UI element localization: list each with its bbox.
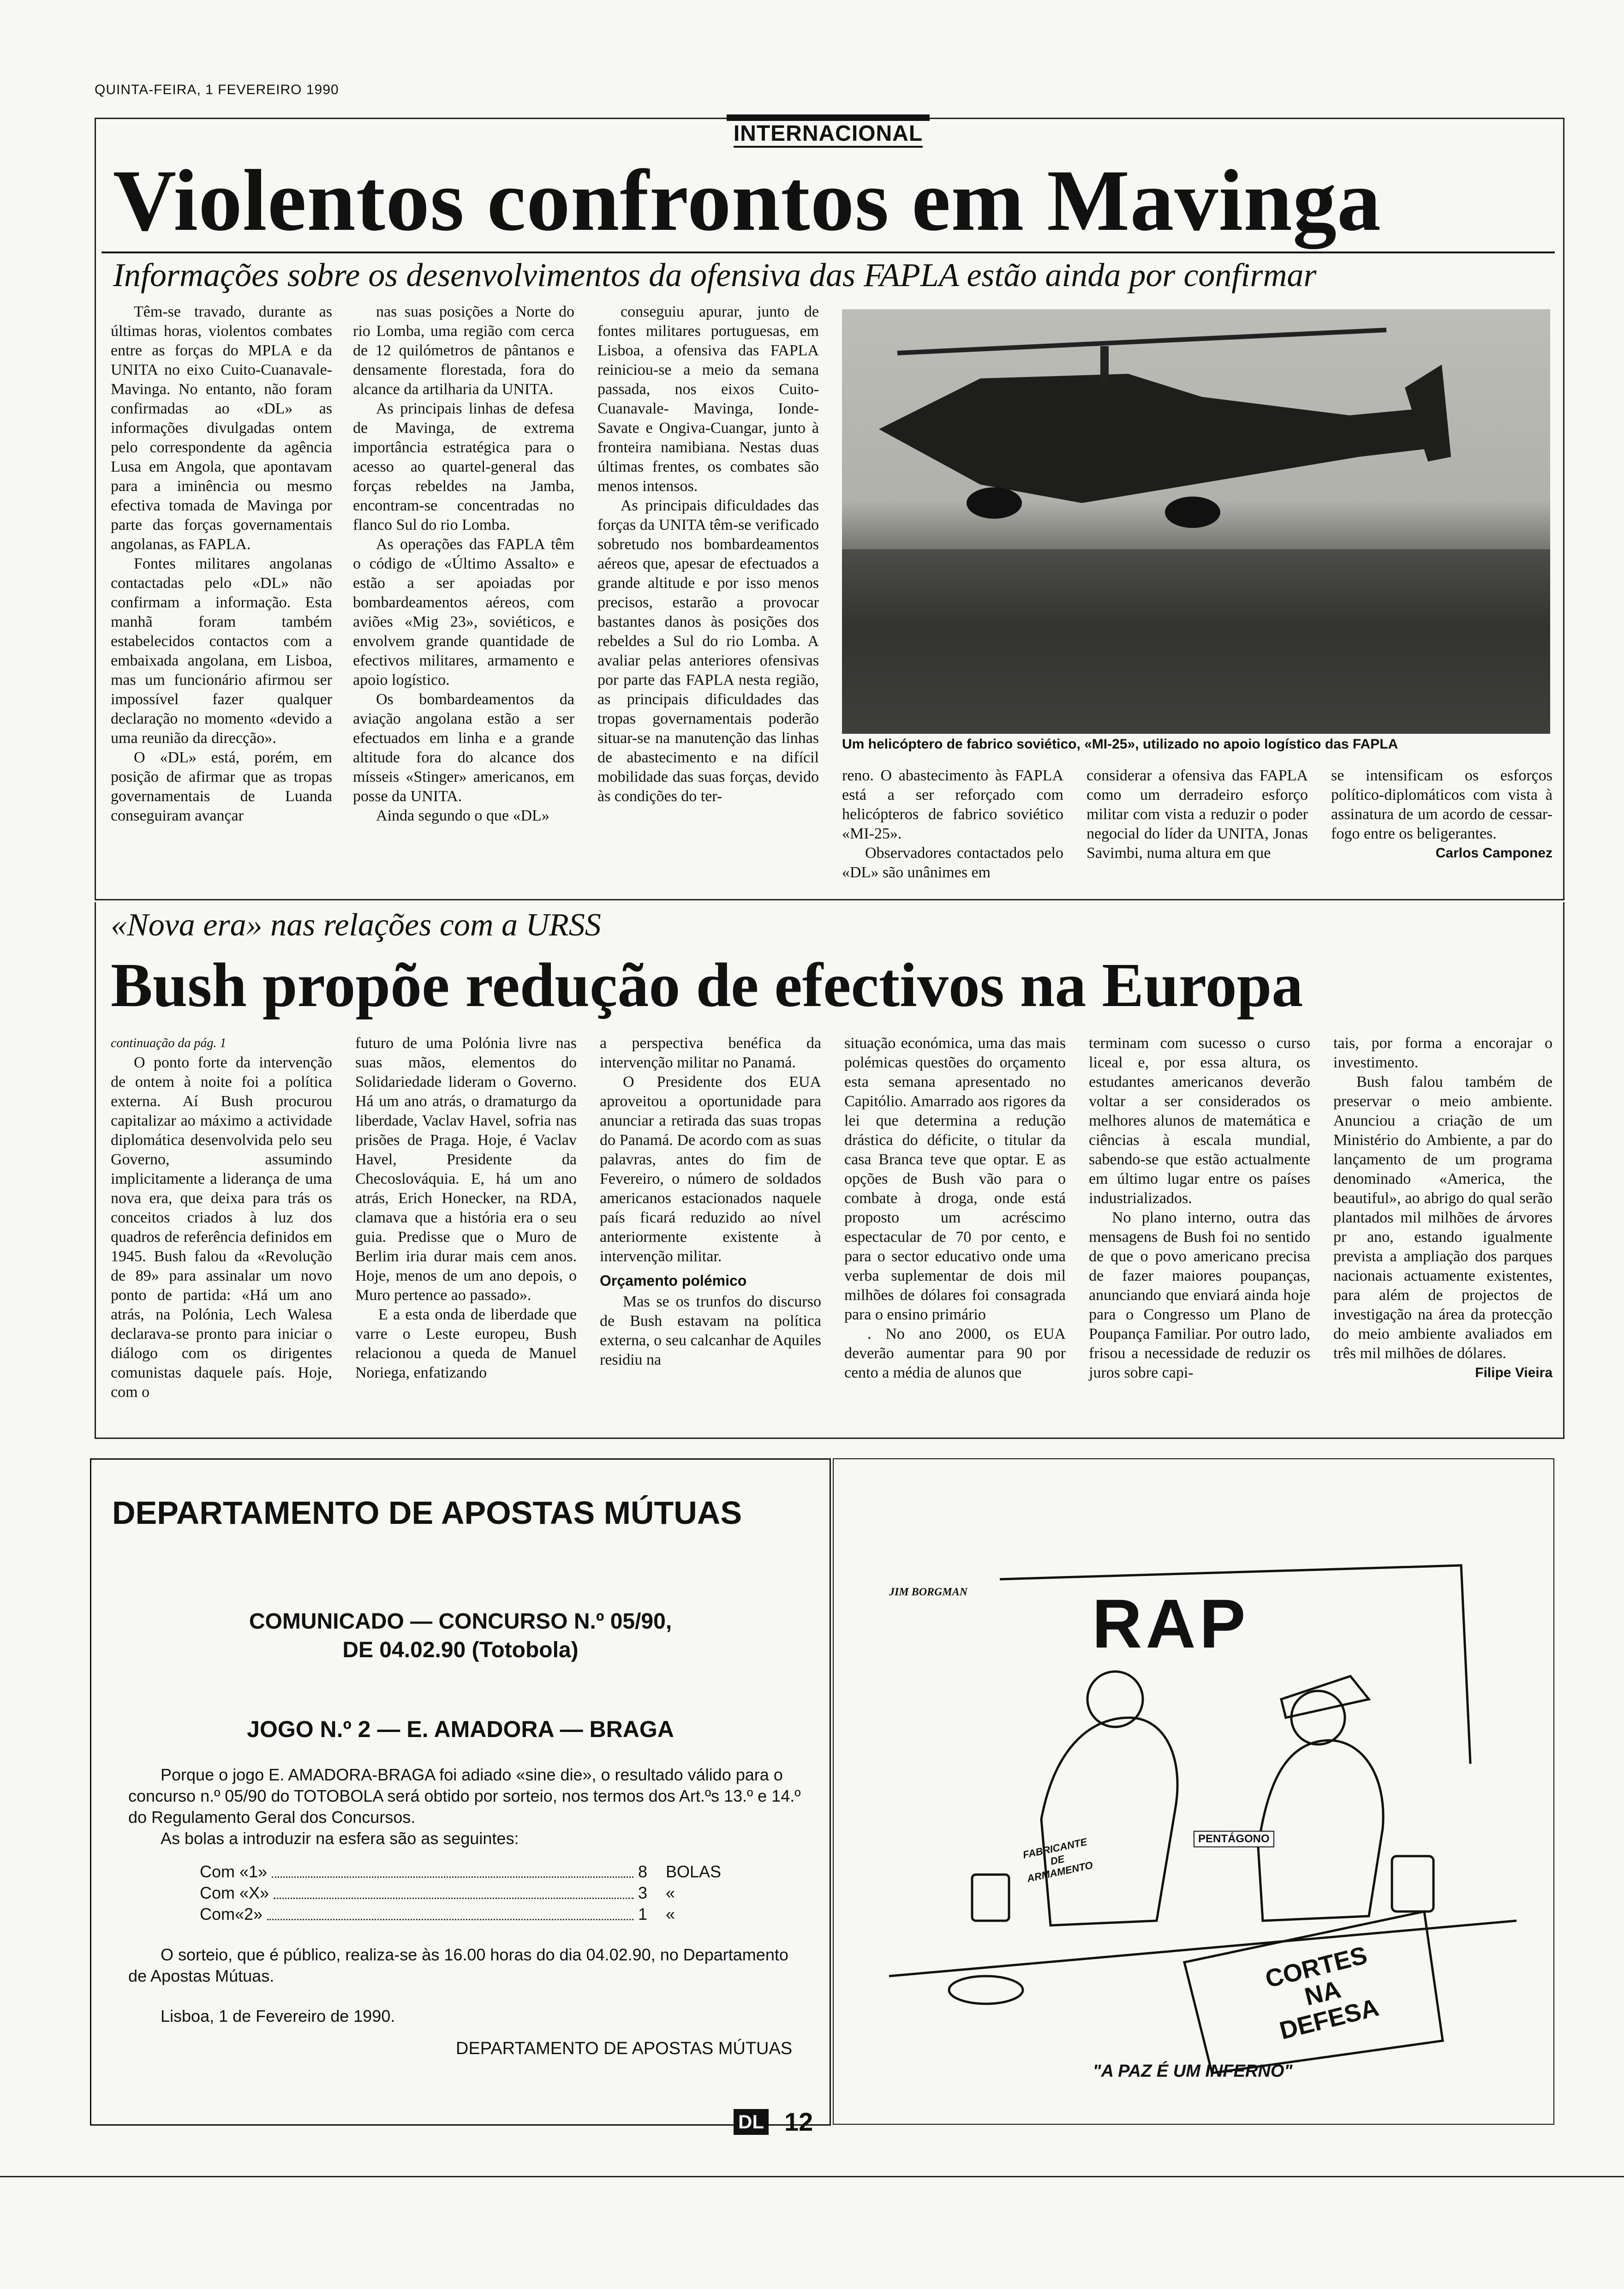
article1-column-2 [353, 302, 574, 826]
article2-author: Filipe Vieira [1475, 1365, 1552, 1380]
notice-body-3: O sorteio, que é público, realiza-se às 16.00 horas do dia 04.02.90, no Departamento de Apostas Mútuas. [128, 1945, 788, 1985]
notice-row [200, 1861, 722, 1882]
paragraph: Fontes militares angolanas contactadas pelo «DL» não confirmam a informação. Esta manhã foram também estabelecidos contactos com a embaixada angolana, em Lisboa, mas um funcionário afirmou ser impossível fazer qualquer declaração no momento «devido a uma reunião da direcção». [111, 555, 332, 747]
article1-rule [102, 252, 1555, 253]
paragraph: O Presidente dos EUA aproveitou a oportunidade para anunciar a retirada das suas tropas do Panamá. De acordo com as suas palavras, antes do fim de Fevereiro, o número de soldados americanos estacionados naquele país ficará reduzido ao nível anteriormente existente à intervenção militar. [600, 1073, 821, 1265]
notice-signature: DEPARTAMENTO DE APOSTAS MÚTUAS [456, 2039, 793, 2058]
row-label: Com«2» [200, 1905, 263, 1923]
article2-column-3 [600, 1034, 821, 1370]
article2-headline: Bush propõe redução de efectivos na Europa [111, 951, 1303, 1020]
cartoon-signature: JIM BORGMAN [889, 1586, 968, 1598]
row-unit: « [666, 1883, 675, 1902]
row-count: 3 [638, 1883, 648, 1902]
article2-column-1 [111, 1034, 332, 1402]
paragraph: No plano interno, outra das mensagens de Bush foi no sentido de que o povo americano precisa de fazer maiores poupanças, anunciando que enviará ainda hoje para o Congresso um Plano de Poupança Familiar. Por outro lado, frisou a necessidade de reduzir os juros sobre capi- [1089, 1209, 1310, 1381]
paragraph: terminam com sucesso o curso liceal e, por essa altura, os estudantes americanos deverão voltar a ser considerados os melhores alunos de matemática e ciências à escala mundial, sabendo-se que estão actualmente em último lugar entre os países industrializados. [1089, 1035, 1310, 1207]
helicopter-photo [842, 309, 1550, 734]
photo-caption: Um helicóptero de fabrico soviético, «MI-25», utilizado no apoio logístico das FAPLA [842, 737, 1398, 752]
paragraph: Bush falou também de preservar o meio ambiente. Anunciou a criação de um Ministério do Ambiente, a par do lançamento de um programa denominado «America, the beautiful», ao abrigo do qual serão plantados mil milhões de árvores pr ano, estando igualmente prevista a ampliação dos parques nacionais actuamente existentes, para além de projectos de investigação na área da protecção do meio ambiente avaliados em três mil milhões de dólares. [1333, 1073, 1552, 1362]
row-unit: BOLAS [666, 1862, 722, 1881]
row-count: 8 [638, 1862, 648, 1881]
cartoon-sign: RAP [1092, 1585, 1249, 1662]
bottom-rule [0, 2176, 1624, 2177]
paragraph: Têm-se travado, durante as últimas horas, violentos combates entre as forças do MPLA e da UNITA no eixo Cuito-Cuanavale-Mavinga. No entanto, não foram confirmadas ao «DL» as informações divulgadas ontem pelo correspondente da agência Lusa em Angola, que apontavam para a iminência ou mesmo efectiva tomada de Mavinga por parte das forças governamentais angolanas, as FAPLA. [111, 303, 332, 553]
paragraph: reno. O abastecimento às FAPLA está a ser reforçado com helicópteros de fabrico soviético «MI-25». [842, 767, 1063, 842]
row-unit: « [666, 1905, 675, 1923]
comunicado-line-2: DE 04.02.90 (Totobola) [342, 1638, 579, 1662]
cartoon-caption: "A PAZ É UM INFERNO" [1093, 2061, 1293, 2081]
paragraph: Observadores contactados pelo «DL» são unânimes em [842, 845, 1063, 881]
notice-rows [200, 1861, 722, 1925]
paragraph: se intensificam os esforços político-diplomáticos com vista à assinatura de um acordo de cessar-fogo entre os beligerantes. [1331, 767, 1552, 842]
paragraph: As principais dificuldades das forças da UNITA têm-se verificado sobretudo nos bombardeamentos aéreos que, apesar de efectuados a grande altitude e por isso menos precisos, estarão a provocar bastantes danos às posições dos rebeldes a Sul do rio Lomba. A avaliar pelas anteriores ofensivas por parte das FAPLA nesta região, as principais dificuldades das tropas governamentais poderão situar-se na manutenção das linhas de abastecimento e na difícil mobilidade das suas forças, devido às condições do ter- [597, 497, 819, 805]
cartoon-label-pentagono: PENTÁGONO [1194, 1831, 1274, 1847]
paragraph: O ponto forte da intervenção de ontem à noite foi a política externa. Aí Bush procurou capitalizar ao máximo a actividade diplomática desenvolvida pelo seu Governo, assumindo implicitamente a liderança de uma nova era, que deixa para trás os conceitos criados à luz dos quadros de referência definidos em 1945. Bush falou da «Revolução de 89» para assinalar um novo ponto de partida: «Há um ano atrás, na Polónia, Lech Walesa declarava-se pronto para iniciar o diálogo com os dirigentes comunistas daquele país. Hoje, com o [111, 1054, 332, 1401]
row-label: Com «X» [200, 1883, 269, 1902]
notice-place-date: Lisboa, 1 de Fevereiro de 1990. [161, 2007, 395, 2025]
paragraph: futuro de uma Polónia livre nas suas mãos, elementos do Solidariedade lideram o Governo. Há um ano atrás, o dramaturgo da liberdade, Vaclav Havel, sofria nas prisões de Praga. Hoje, é Vaclav Havel, Presidente da Checoslováquia. E, há um ano atrás, Erich Honecker, na RDA, clamava que a história era o seu guia. Predisse que o Muro de Berlim iria durar mais cem anos. Hoje, menos de um ano depois, o Muro pertence ao passado». [355, 1035, 577, 1304]
cartoon-newspaper: CORTES NA DEFESA [1262, 1941, 1382, 2045]
section-label [727, 114, 930, 146]
article1-column-4 [842, 766, 1063, 882]
notice-title: DEPARTAMENTO DE APOSTAS MÚTUAS [112, 1495, 742, 1531]
paragraph: As principais linhas de defesa de Mavinga, de extrema importância estratégica para o acesso ao quartel-general das forças rebeldes na Jamba, encontram-se concentradas no flanco Sul do rio Lomba. [353, 400, 574, 533]
paragraph: nas suas posições a Norte do rio Lomba, uma região com cerca de 12 quilómetros de pântanos e densamente florestada, fora do alcance da artilharia da UNITA. [353, 303, 574, 398]
row-count: 1 [638, 1905, 648, 1923]
article1-author: Carlos Camponez [1435, 845, 1552, 861]
paragraph: O «DL» está, porém, em posição de afirmar que as tropas governamentais de Luanda conseguiram avançar [111, 749, 332, 824]
notice-row [200, 1882, 716, 1904]
continuation-note: continuação da pág. 1 [111, 1036, 227, 1050]
notice-body-2: As bolas a introduzir na esfera são as seguintes: [161, 1829, 519, 1848]
notice-row [200, 1904, 716, 1925]
section-label-text: INTERNACIONAL [734, 121, 923, 148]
article1-deck: Informações sobre os desenvolvimentos da ofensiva das FAPLA estão ainda por confirmar [113, 257, 1317, 294]
article2-column-2 [355, 1034, 577, 1383]
paragraph: E a esta onda de liberdade que varre o Leste europeu, Bush relacionou a queda de Manuel Noriega, enfatizando [355, 1306, 577, 1381]
article1-column-3 [597, 302, 819, 806]
notice-comunicado [91, 1607, 830, 1665]
notice-body-1: Porque o jogo E. AMADORA-BRAGA foi adiado «sine die», o resultado válido para o concurso n.º 05/90 do TOTOBOLA será obtido por sorteio, nos termos dos Art.ºs 13.º e 14.º do Regulamento Geral dos Concursos. [128, 1765, 801, 1827]
apostas-mutuas-notice [90, 1458, 831, 2126]
cartoon-label-fabricante: FABRICANTE DE ARMAMENTO [1021, 1836, 1094, 1885]
row-label: Com «1» [200, 1862, 268, 1881]
article1-headline: Violentos confrontos em Mavinga [113, 152, 1381, 249]
article2-subhead: Orçamento polémico [600, 1272, 747, 1289]
helicopter-icon [842, 309, 1550, 734]
paragraph: As operações das FAPLA têm o código de «Último Assalto» e estão a ser apoiadas por bombardeamentos aéreos, com aviões «Mig 23», soviéticos, e envolvem grande quantidade de efectivos militares, armamento e apoio logístico. [353, 536, 574, 689]
paragraph: tais, por forma a encorajar o investimento. [1333, 1035, 1552, 1071]
article2-kicker: «Nova era» nas relações com a URSS [111, 907, 601, 943]
article1-column-6 [1331, 766, 1552, 863]
paragraph: a perspectiva benéfica da intervenção militar no Panamá. [600, 1035, 821, 1071]
paragraph: . No ano 2000, os EUA deverão aumentar para 90 por cento a média de alunos que [844, 1325, 1066, 1381]
paragraph: situação económica, uma das mais polémicas questões do orçamento esta semana apresentado no Capitólio. Amarrado aos rigores da lei que determina a redução drástica do déficite, o titular da casa Branca teve que optar. E as opções de Bush vão para o combate à droga, onde está proposto um acréscimo espectacular de 70 por cento, e para o sector educativo onde uma verba suplementar de dois mil milhões de dólares foi consagrada para o ensino primário [844, 1035, 1066, 1323]
article2-column-5 [1089, 1034, 1310, 1383]
article1-column-5 [1087, 766, 1308, 863]
cartoon-frame [833, 1458, 1554, 2125]
footer-logo: DL [734, 2109, 769, 2135]
article2-column-4 [844, 1034, 1066, 1383]
article1-column-1 [111, 302, 332, 826]
comunicado-line-1: COMUNICADO — CONCURSO N.º 05/90, [249, 1609, 672, 1634]
paragraph: Ainda segundo o que «DL» [376, 807, 549, 824]
cartoon-illustration [834, 1459, 1552, 2122]
date-line: QUINTA-FEIRA, 1 FEVEREIRO 1990 [95, 82, 339, 97]
article2-column-6 [1333, 1034, 1552, 1383]
paragraph: Os bombardeamentos da aviação angolana estão a ser efectuados em linha e a grande altitude fora do alcance dos mísseis «Stinger» americanos, em posse da UNITA. [353, 691, 574, 805]
paragraph: conseguiu apurar, junto de fontes militares portuguesas, em Lisboa, a ofensiva das FAPLA reiniciou-se a meio da semana passada, nos eixos Cuito-Cuanavale- Mavinga, Ionde-Savate e Ongiva-Cuangar, junto à fronteira namibiana. Nestas duas últimas frentes, os combates são menos intensos. [597, 303, 819, 495]
page-number: 12 [784, 2107, 813, 2136]
paragraph: Mas se os trunfos do discurso de Bush estavam na política externa, o seu calcanhar de Aquiles residiu na [600, 1293, 821, 1368]
paragraph: considerar a ofensiva das FAPLA como um derradeiro esforço militar com vista a reduzir o poder negocial do líder da UNITA, Jonas Savimbi, numa altura em que [1087, 767, 1308, 862]
notice-jogo: JOGO N.º 2 — E. AMADORA — BRAGA [247, 1716, 674, 1742]
